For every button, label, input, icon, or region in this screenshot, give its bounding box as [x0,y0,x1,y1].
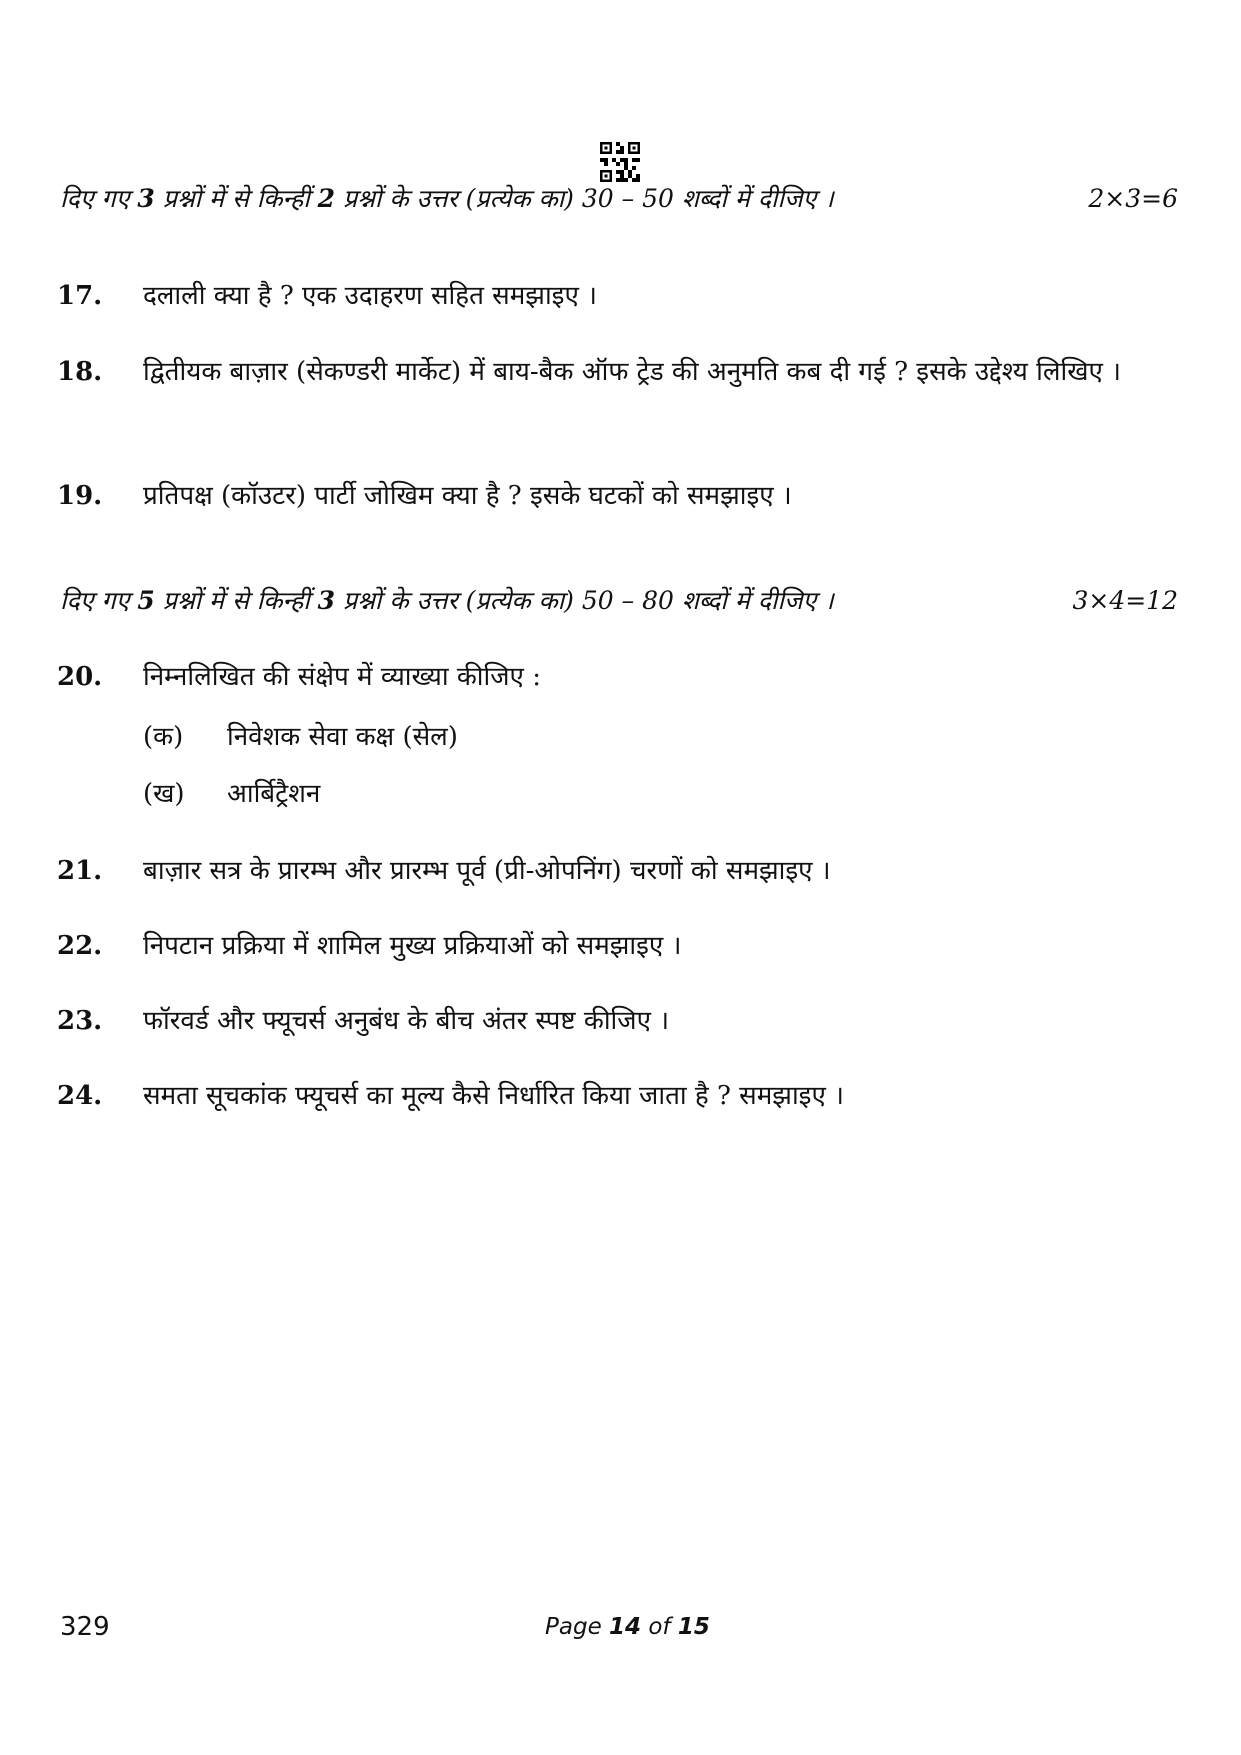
question-text: फॉरवर्ड और फ्यूचर्स अनुबंध के बीच अंतर स्पष्ट कीजिए । [143,1006,670,1036]
section-marks: 3×4=12 [1072,586,1178,615]
subpart-label: (क) [143,722,184,752]
question-text: निम्नलिखित की संक्षेप में व्याख्या कीजिए : [143,662,541,692]
instruction-text: दिए गए 3 प्रश्नों में से किन्हीं 2 प्रश्नों के उत्तर (प्रत्येक का) 30 – 50 शब्दों में दीजिए । [60,184,834,213]
question-number: 18. [57,357,103,387]
question-number: 20. [57,662,103,692]
question-text: बाज़ार सत्र के प्रारम्भ और प्रारम्भ पूर्व (प्री-ओपनिंग) चरणों को समझाइए । [143,856,831,886]
section-marks: 2×3=6 [1088,184,1178,213]
question-number: 22. [57,931,103,961]
subpart-text: आर्बिट्रैशन [227,779,321,809]
question-number: 24. [57,1081,103,1111]
question-number: 17. [57,281,103,311]
subpart-label: (ख) [143,779,185,809]
page-number: Page 14 of 15 [545,1614,710,1640]
qr-code-icon [600,142,640,182]
question-text: निपटान प्रक्रिया में शामिल मुख्य प्रक्रियाओं को समझाइए । [143,931,682,961]
question-number: 23. [57,1006,103,1036]
question-text: समता सूचकांक फ्यूचर्स का मूल्य कैसे निर्धारित किया जाता है ? समझाइए । [143,1081,844,1111]
question-number: 21. [57,856,103,886]
question-text: दलाली क्या है ? एक उदाहरण सहित समझाइए । [143,281,597,311]
question-text: प्रतिपक्ष (कॉउटर) पार्टी जोखिम क्या है ? इसके घटकों को समझाइए । [143,481,792,511]
subpart-text: निवेशक सेवा कक्ष (सेल) [227,722,458,752]
instruction-text: दिए गए 5 प्रश्नों में से किन्हीं 3 प्रश्नों के उत्तर (प्रत्येक का) 50 – 80 शब्दों में दीजिए । [60,586,834,615]
paper-code: 329 [60,1612,110,1642]
question-text: द्वितीयक बाज़ार (सेकण्डरी मार्केट) में बाय-बैक ऑफ ट्रेड की अनुमति कब दी गई ? इसके उद्देश्य लिखिए । [143,357,1121,387]
question-number: 19. [57,481,103,511]
